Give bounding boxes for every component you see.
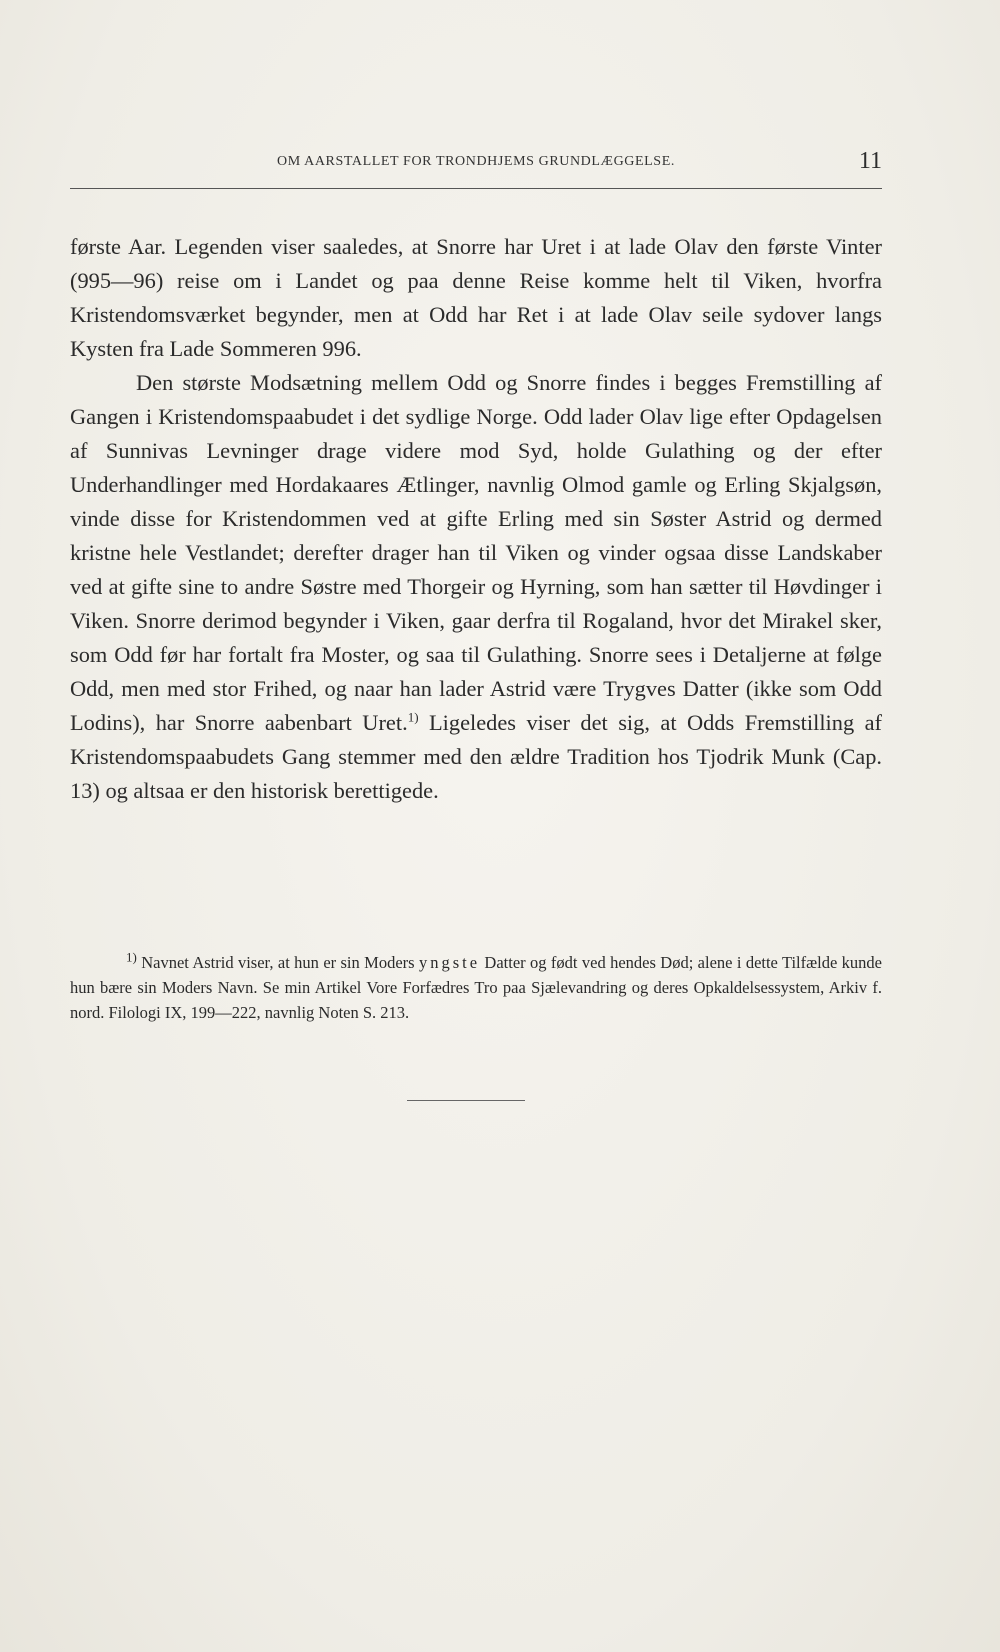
paragraph-2 [70,366,882,808]
running-title: OM AARSTALLET FOR TRONDHJEMS GRUNDLÆGGELSE. [277,154,675,169]
footnote-emphasis: yngste [418,953,481,972]
footnote-marker: 1) [126,949,137,965]
paragraph-2-continuation: Ligeledes viser det sig, at Odds Fremstilling af Kristendomspaabudets Gang stemmer med den ældre Tradition hos Tjodrik Munk (Cap. 13) og altsaa er den historisk berettigede. [70,710,882,803]
page-number: 11 [858,148,882,174]
footnote-text-end: Datter og født ved hendes Død; alene i dette Tilfælde kunde hun bære sin Moders Navn. Se min Artikel Vore Forfædres Tro paa Sjælevandring og deres Opkaldelsessystem, Arkiv f. nord. Filologi IX, 199—222, navnlig Noten S. 213. [70,953,882,1022]
paragraph-2-text: Den største Modsætning mellem Odd og Snorre findes i begges Fremstilling af Gangen i Kristendomspaabudet i det sydlige Norge. Odd lader Olav lige efter Opdagelsen af Sunnivas Levninger drage videre mod Syd, holde Gulathing og der efter Underhandlinger med Hordakaares Ætlinger, navnlig Olmod gamle og Erling Skjalgsøn, vinde disse for Kristendommen ved at gifte Erling med sin Søster Astrid og dermed kristne hele Vestlandet; derefter drager han til Viken og vinder ogsaa disse Landskaber ved at gifte sine to andre Søstre med Thorgeir og Hyrning, som han sætter til Høvdinger i Viken. Snorre derimod begynder i Viken, gaar derfra til Rogaland, hvor det Mirakel sker, som Odd før har fortalt fra Moster, og saa til Gulathing. Snorre sees i Detaljerne at følge Odd, men med stor Frihed, og naar han lader Astrid være Trygves Datter (ikke som Odd Lodins), har Snorre aabenbart Uret. [70,370,882,735]
paragraph-1: første Aar. Legenden viser saaledes, at Snorre har Uret i at lade Olav den første Vinter (995—96) reise om i Landet og paa denne Reise komme helt til Viken, hvorfra Kristendomsværket begynder, men at Odd har Ret i at lade Olav seile sydover langs Kysten fra Lade Sommeren 996. [70,234,882,361]
body-text [70,230,882,808]
end-rule [407,1100,525,1101]
footnote-paragraph [70,950,882,1025]
footnote [70,950,882,1025]
footnote-text-start: Navnet Astrid viser, at hun er sin Moders [136,953,419,972]
running-head [70,148,882,189]
footnote-reference: 1) [407,709,419,725]
